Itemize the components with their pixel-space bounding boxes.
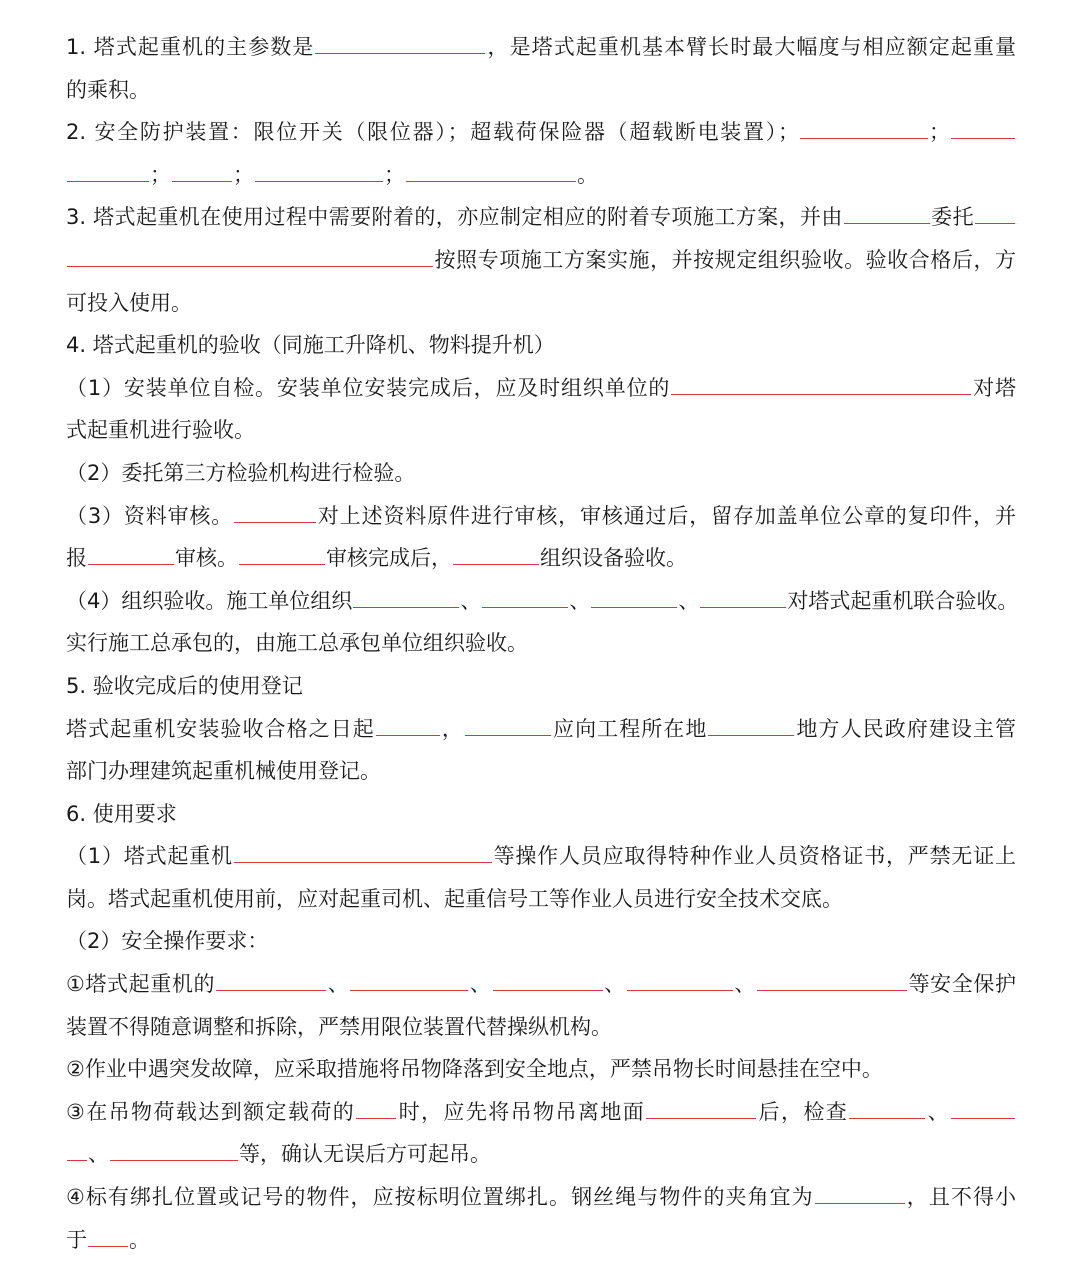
q6-1-line-1: （1）塔式起重机 等操作人员应取得特种作业人员资格证书，严禁无证上 bbox=[66, 844, 1016, 869]
fill-blank[interactable] bbox=[110, 1140, 238, 1161]
fill-blank[interactable] bbox=[700, 587, 786, 608]
fill-blank[interactable] bbox=[671, 374, 971, 395]
fill-blank[interactable] bbox=[356, 1098, 396, 1119]
fill-blank[interactable] bbox=[465, 715, 551, 736]
q3-line-3: 可投入使用。 bbox=[66, 290, 192, 315]
fill-blank[interactable] bbox=[172, 161, 232, 182]
fill-blank[interactable] bbox=[239, 544, 325, 565]
q6-2-item-2: ②作业中遇突发故障，应采取措施将吊物降落到安全地点，严禁吊物长时间悬挂在空中。 bbox=[66, 1057, 883, 1082]
fill-blank[interactable] bbox=[67, 161, 149, 182]
fill-blank[interactable] bbox=[234, 842, 492, 863]
q6-1-line-2: 岗。塔式起重机使用前，应对起重司机、起重信号工等作业人员进行安全技术交底。 bbox=[66, 886, 843, 911]
fill-blank[interactable] bbox=[353, 587, 459, 608]
fill-blank[interactable] bbox=[951, 118, 1015, 139]
q3-line-2: 按照专项施工方案实施，并按规定组织验收。验收合格后，方 bbox=[66, 239, 1016, 282]
q6-2-item-3-line-2: 、 等，确认无误后方可起吊。 bbox=[66, 1133, 1016, 1176]
q6-2-item-4-line-1: ④标有绑扎位置或记号的物件，应按标明位置绑扎。钢丝绳与物件的夹角宜为 ，且不得小 bbox=[66, 1185, 1016, 1210]
fill-blank[interactable] bbox=[849, 1098, 925, 1119]
q4-2-line: （2）委托第三方检验机构进行检验。 bbox=[66, 460, 416, 485]
fill-blank[interactable] bbox=[67, 1140, 87, 1161]
fill-blank[interactable] bbox=[591, 587, 677, 608]
fill-blank[interactable] bbox=[482, 587, 568, 608]
fill-blank[interactable] bbox=[493, 970, 603, 991]
fill-blank[interactable] bbox=[216, 970, 326, 991]
q1-line-2: 的乘积。 bbox=[66, 77, 150, 102]
q4-3-line-1: （3）资料审核。 对上述资料原件进行审核，审核通过后，留存加盖单位公章的复印件，并 bbox=[66, 503, 1016, 528]
q5-line-1: 塔式起重机安装验收合格之日起 ， 应向工程所在地 地方人民政府建设主管 bbox=[66, 716, 1017, 741]
q6-2-item-3-line-1: ③在吊物荷载达到额定载荷的 时，应先将吊物吊离地面 后，检查 、 bbox=[66, 1091, 1016, 1134]
fill-blank[interactable] bbox=[67, 246, 433, 267]
fill-blank[interactable] bbox=[255, 161, 383, 182]
q4-4-line-1: （4）组织验收。施工单位组织 、 、 、 对塔式起重机联合验收。 bbox=[66, 588, 1019, 613]
fill-blank[interactable] bbox=[757, 970, 907, 991]
q5-heading: 5. 验收完成后的使用登记 bbox=[66, 673, 303, 698]
q5-line-2: 部门办理建筑起重机械使用登记。 bbox=[66, 759, 381, 784]
q4-4-line-2: 实行施工总承包的，由施工总承包单位组织验收。 bbox=[66, 631, 528, 656]
q1-line-1: 1. 塔式起重机的主参数是 ，是塔式起重机基本臂长时最大幅度与相应额定起重量 bbox=[66, 35, 1016, 59]
q2-line-1: 2. 安全防护装置：限位开关（限位器）；超载荷保险器（超载断电装置）； ； bbox=[66, 111, 1016, 154]
fill-blank[interactable] bbox=[627, 970, 733, 991]
quiz-document bbox=[66, 26, 1019, 1261]
q4-1-line-2: 式起重机进行验收。 bbox=[66, 418, 255, 443]
fill-blank[interactable] bbox=[708, 715, 794, 736]
fill-blank[interactable] bbox=[453, 544, 539, 565]
q4-heading: 4. 塔式起重机的验收（同施工升降机、物料提升机） bbox=[66, 333, 555, 358]
fill-blank[interactable] bbox=[975, 203, 1015, 224]
q4-3-line-2: 报 审核。 审核完成后， 组织设备验收。 bbox=[66, 546, 687, 571]
fill-blank[interactable] bbox=[406, 161, 576, 182]
fill-blank[interactable] bbox=[951, 1098, 1015, 1119]
fill-blank[interactable] bbox=[315, 33, 485, 54]
q6-heading: 6. 使用要求 bbox=[66, 801, 177, 826]
q6-2-item-4-line-2: 于 。 bbox=[66, 1227, 150, 1252]
q4-1-line-1: （1）安装单位自检。安装单位安装完成后，应及时组织单位的 对塔 bbox=[66, 375, 1017, 400]
fill-blank[interactable] bbox=[88, 544, 174, 565]
fill-blank[interactable] bbox=[376, 715, 440, 736]
fill-blank[interactable] bbox=[844, 203, 930, 224]
fill-blank[interactable] bbox=[646, 1098, 756, 1119]
fill-blank[interactable] bbox=[800, 118, 928, 139]
q6-2-item-1-line-2: 装置不得随意调整和拆除，严禁用限位装置代替操纵机构。 bbox=[66, 1014, 612, 1039]
fill-blank[interactable] bbox=[88, 1226, 128, 1247]
fill-blank[interactable] bbox=[815, 1183, 905, 1204]
q3-line-1: 3. 塔式起重机在使用过程中需要附着的，亦应制定相应的附着专项施工方案，并由 委托 bbox=[66, 196, 1016, 239]
fill-blank[interactable] bbox=[234, 502, 316, 523]
q6-2-heading: （2）安全操作要求： bbox=[66, 929, 269, 954]
fill-blank[interactable] bbox=[350, 970, 468, 991]
q2-line-2: ； ； ； 。 bbox=[66, 154, 1016, 197]
q6-2-item-1-line-1: ①塔式起重机的 、 、 、 、 等安全保护 bbox=[66, 972, 1017, 997]
